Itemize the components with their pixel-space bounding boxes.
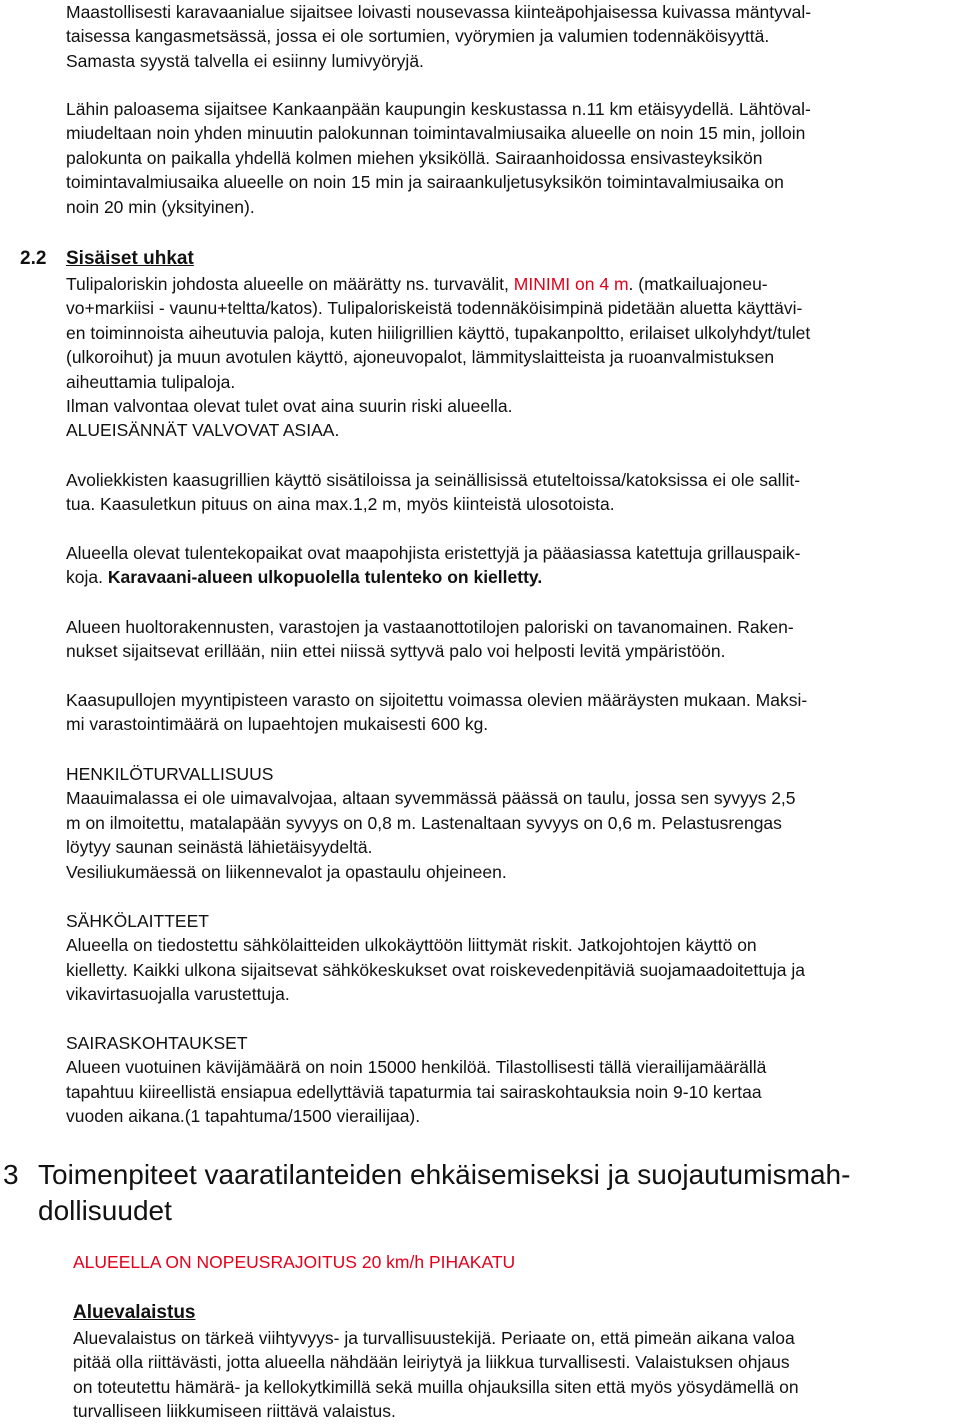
personal-safety-heading: HENKILÖTURVALLISUUS xyxy=(66,764,274,784)
text-line: vuoden aikana.(1 tapahtuma/1500 vierailijaa). xyxy=(66,1106,421,1127)
text-line: aiheuttamia tulipaloja. xyxy=(66,371,236,392)
text-line: Alueen vuotuinen kävijämäärä on noin 15000 henkilöä. Tilastollisesti tällä vierailijamäärällä xyxy=(66,1057,767,1078)
maintenance-buildings-paragraph xyxy=(66,615,946,664)
text-line: mi varastointimäärä on lupaehtojen mukaisesti 600 kg. xyxy=(66,714,489,735)
section-3-title xyxy=(38,1157,850,1229)
title-line: Toimenpiteet vaaratilanteiden ehkäisemiseksi ja suojautumismah- xyxy=(38,1159,851,1190)
area-lighting-paragraph xyxy=(73,1326,953,1424)
text-line: Aluevalaistus on tärkeä viihtyvyys- ja turvallisuustekijä. Periaate on, että pimeän aikana valoa xyxy=(73,1328,795,1348)
speed-limit-notice: ALUEELLA ON NOPEUSRAJOITUS 20 km/h PIHAKATU xyxy=(73,1252,516,1272)
internal-threats-paragraph xyxy=(66,272,946,443)
section-2-2-number: 2.2 xyxy=(20,248,47,269)
text-line: Avoliekkisten kaasugrillien käyttö sisätiloissa ja seinällisissä etuteltoissa/katoksissa ei ole sallit- xyxy=(66,470,801,490)
text-line: Vesiliukumäessä on liikennevalot ja opastaulu ohjeineen. xyxy=(66,861,507,882)
text-line: Alueella olevat tulentekopaikat ovat maapohjista eristettyjä ja pääasiassa katettuja grillauspaik- xyxy=(66,543,801,563)
text-line: Lähin paloasema sijaitsee Kankaanpään kaupungin keskustassa n.11 km etäisyydellä. Lähtöval- xyxy=(66,99,811,119)
text-line: Alueella on tiedostettu sähkölaitteiden ulkokäyttöön liittymät riskit. Jatkojohtojen käyttö on xyxy=(66,935,757,956)
section-2-2-title: Sisäiset uhkat xyxy=(66,248,194,269)
text-line: tua. Kaasuletkun pituus on aina max.1,2 m, myös kiinteistä ulosotoista. xyxy=(66,494,615,515)
text-line: noin 20 min (yksityinen). xyxy=(66,196,255,217)
text-line: Samasta syystä talvella ei esiinny lumivyöryjä. xyxy=(66,50,424,71)
text-line xyxy=(66,272,946,296)
text-line: Kaasupullojen myyntipisteen varasto on sijoitettu voimassa olevien määräysten mukaan. Maksi- xyxy=(66,690,808,710)
text-line: turvalliseen liikkumiseen riittävä valaistus. xyxy=(73,1401,396,1422)
text-line: Ilman valvontaa olevat tulet ovat aina suurin riski alueella. xyxy=(66,396,513,417)
text-line: Maauimalassa ei ole uimavalvojaa, altaan syvemmässä päässä on taulu, jossa sen syvyys 2,5 xyxy=(66,788,796,809)
medical-emergencies-section xyxy=(66,1031,946,1129)
text-fragment: . (matkailuajoneu- xyxy=(628,274,768,294)
fireplace-paragraph xyxy=(66,541,946,590)
text-line: (ulkoroihut) ja muun avotulen käyttö, ajoneuvopalot, lämmityslaitteista ja ruoanvalmistuksen xyxy=(66,347,775,368)
title-line: dollisuudet xyxy=(38,1195,172,1226)
text-line: vikavirtasuojalla varustettuja. xyxy=(66,984,290,1005)
minimum-distance-highlight: MINIMI on 4 m xyxy=(513,274,629,294)
electrical-heading: SÄHKÖLAITTEET xyxy=(66,911,209,931)
text-line: löytyy saunan seinästä lähietäisyydeltä. xyxy=(66,837,373,858)
personal-safety-section xyxy=(66,762,946,884)
electrical-section xyxy=(66,909,946,1007)
text-line: toimintavalmiusaika alueelle on noin 15 min ja sairaankuljetusyksikön toimintavalmiusaika on xyxy=(66,172,784,193)
text-line: kielletty. Kaikki ulkona sijaitsevat sähkökeskukset ovat roiskevedenpitäviä suojamaadoitettuja ja xyxy=(66,959,805,980)
section-3-number: 3 xyxy=(3,1159,19,1190)
fire-prohibition-notice: Karavaani-alueen ulkopuolella tulenteko on kielletty. xyxy=(107,567,543,588)
text-line: ALUEISÄNNÄT VALVOVAT ASIAA. xyxy=(66,420,340,441)
text-line: en toiminnoista aiheutuvia paloja, kuten hiiligrillien käyttö, tupakanpoltto, erilaiset ulkolyhdyt/tulet xyxy=(66,322,811,343)
text-line: miudeltaan noin yhden minuutin palokunnan toimintavalmiusaika alueelle on noin 15 min, jolloin xyxy=(66,123,806,144)
text-line: Alueen huoltorakennusten, varastojen ja vastaanottotilojen paloriski on tavanomainen. Raken- xyxy=(66,617,794,637)
text-line: pitää olla riittävästi, jotta alueella nähdään leiriytyä ja liikkua turvallisesti. Valaistuksen ohjaus xyxy=(73,1352,790,1373)
text-line: vo+markiisi - vaunu+teltta/katos). Tulipaloriskeistä todennäköisimpinä pidetään aluetta käyttävi- xyxy=(66,298,803,319)
text-fragment: Tulipaloriskin johdosta alueelle on määrätty ns. turvavälit, xyxy=(66,274,514,294)
text-line: on toteutettu hämärä- ja kellokytkimillä sekä muilla ohjauksilla siten että myös yösydämellä on xyxy=(73,1376,799,1397)
text-line xyxy=(66,565,946,589)
text-line: palokunta on paikalla yhdellä kolmen miehen yksiköllä. Sairaanhoidossa ensivasteyksikön xyxy=(66,147,763,168)
text-line: taisessa kangasmetsässä, jossa ei ole sortumien, vyörymien ja valumien todennäköisyyttä. xyxy=(66,26,770,47)
text-fragment: koja. xyxy=(66,567,108,588)
fire-station-paragraph xyxy=(66,97,946,219)
area-lighting-heading: Aluevalaistus xyxy=(73,1302,196,1323)
medical-heading: SAIRASKOHTAUKSET xyxy=(66,1033,248,1053)
text-line: tapahtuu kiireellistä ensiapua edellyttäviä tapaturmia tai sairaskohtauksia noin 9-10 kertaa xyxy=(66,1081,762,1102)
text-line: Maastollisesti karavaanialue sijaitsee loivasti nousevassa kiinteäpohjaisessa kuivassa mäntyval- xyxy=(66,2,812,22)
gas-grill-paragraph xyxy=(66,468,946,517)
gas-cylinder-paragraph xyxy=(66,688,946,737)
text-line: nukset sijaitsevat erillään, niin ettei niissä syttyvä palo voi helposti levitä ympäristöön. xyxy=(66,641,726,662)
intro-paragraph xyxy=(66,0,946,73)
text-line: m on ilmoitettu, matalapään syvyys on 0,8 m. Lastenaltaan syvyys on 0,6 m. Pelastusrengas xyxy=(66,812,782,833)
